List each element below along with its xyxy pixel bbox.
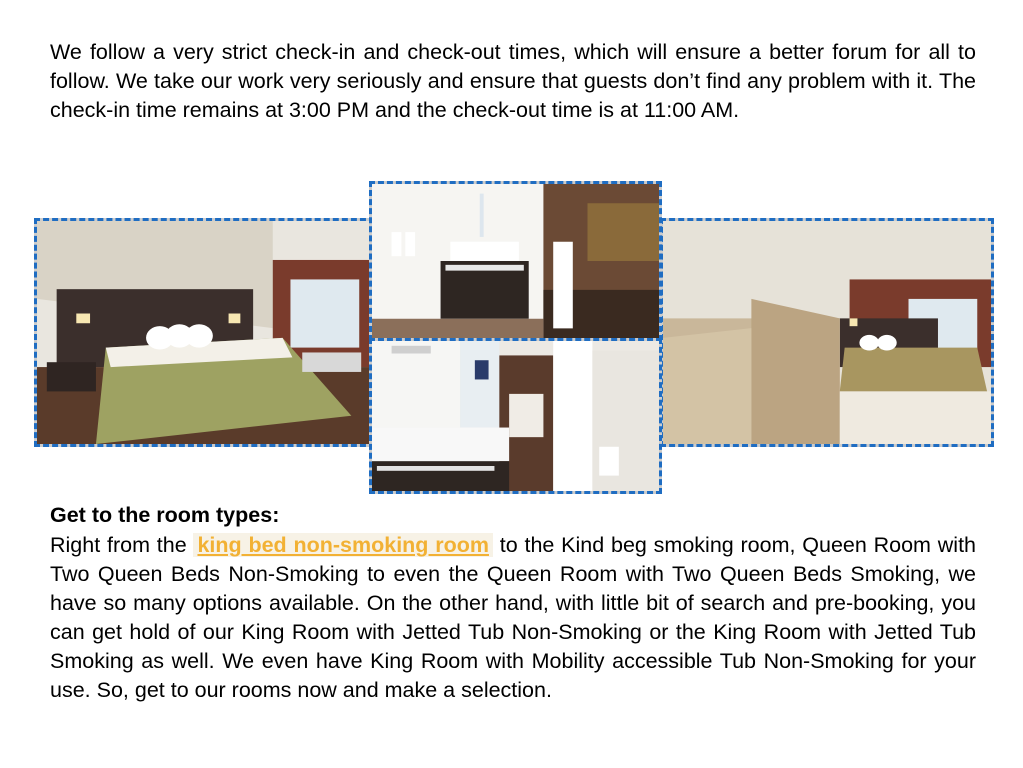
room-types-text-start: Right from the <box>50 533 194 557</box>
intro-paragraph: We follow a very strict check-in and check-out times, which will ensure a better forum for all to follow. We take our work very seriously and ensure that guests don’t find any problem with it. The check-in time remains at 3:00 PM and the check-out time is at 11:00 AM. <box>50 40 976 122</box>
jetted-tub-room-photo <box>660 218 994 447</box>
king-bed-non-smoking-link[interactable]: king bed non-smoking room <box>193 533 493 557</box>
room-types-paragraph <box>50 531 976 705</box>
room-types-text-rest: to the Kind beg smoking room, Queen Room with Two Queen Beds Non-Smoking to even the Queen Room with Two Queen Beds Smoking, we have so many options available. On the other hand, with little bit of search and pre-booking, you can get hold of our King Room with Jetted Tub Non-Smoking or the King Room with Jetted Tub Smoking as well. We even have King Room with Mobility accessible Tub Non-Smoking for your use. So, get to our rooms now and make a selection. <box>50 533 976 702</box>
room-types-heading: Get to the room types: <box>50 503 280 527</box>
bathroom-sink-photo <box>369 338 662 494</box>
bathroom-vanity-photo <box>369 181 662 341</box>
king-room-photo <box>34 218 375 447</box>
